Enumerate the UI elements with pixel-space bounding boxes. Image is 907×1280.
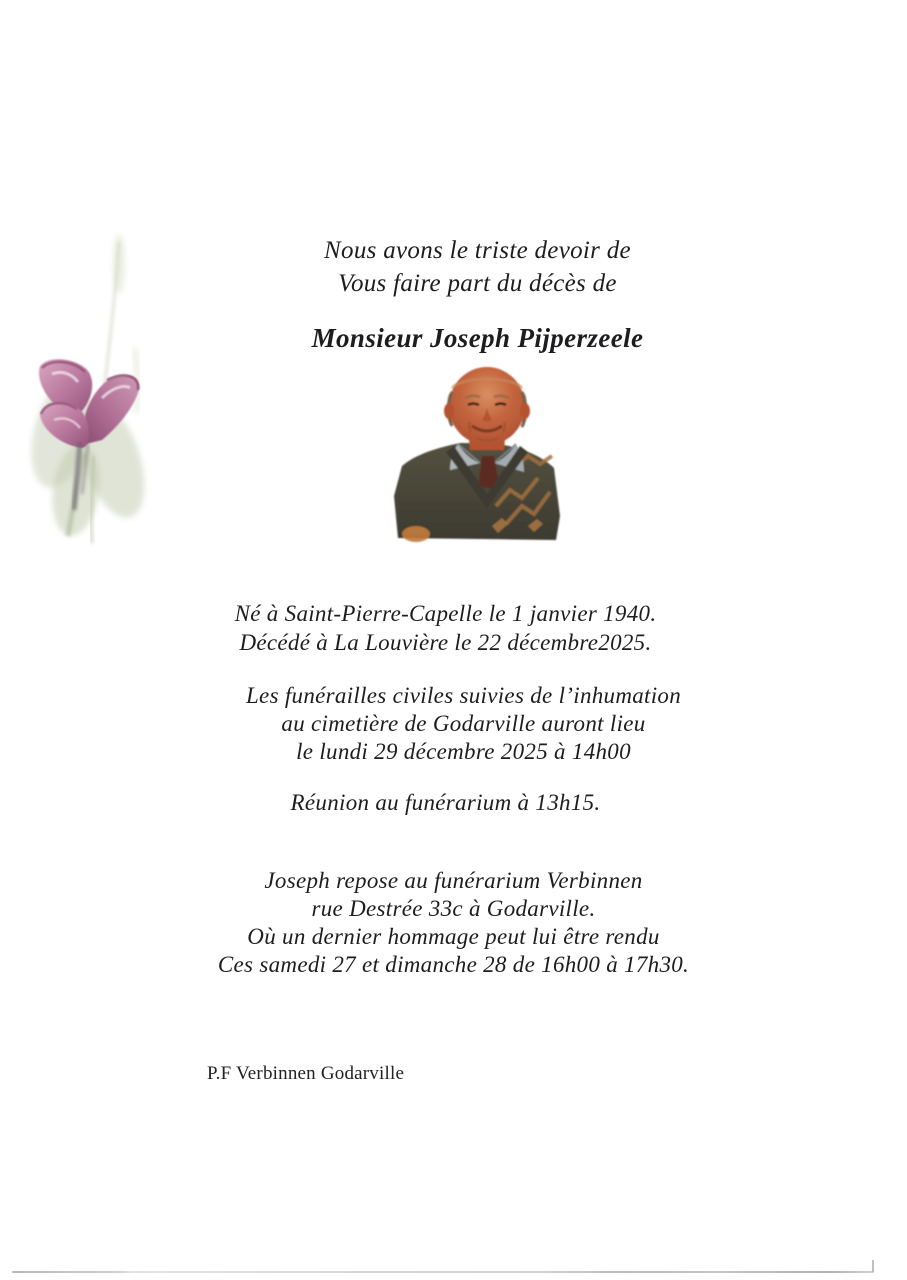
repose-line-2: rue Destrée 33c à Godarville. [311,896,596,921]
funeral-home-signature: P.F Verbinnen Godarville [207,1063,405,1084]
funeral-details-text [10,682,907,766]
scan-edge-tick [872,1260,874,1272]
intro-text [24,234,907,300]
repose-text [0,867,907,979]
funeral-line-1: Les funérailles civiles suivies de l’inhumation [245,683,682,708]
deceased-name: Monsieur Joseph Pijperzeele [311,323,644,353]
birth-death-text [0,599,899,657]
intro-line-2: Vous faire part du décès de [338,270,617,297]
funeral-line-3: le lundi 29 décembre 2025 à 14h00 [296,739,631,764]
funeral-line-2: au cimetière de Godarville auront lieu [281,711,646,736]
death-line: Décédé à La Louvière le 22 décembre2025. [239,630,652,655]
intro-line-1: Nous avons le triste devoir de [324,237,631,264]
portrait-photo-icon [388,366,566,548]
portrait-photo [388,366,566,548]
scan-edge-line [12,1271,874,1273]
birth-line: Né à Saint-Pierre-Capelle le 1 janvier 1940. [234,601,657,626]
repose-line-1: Joseph repose au funérarium Verbinnen [264,868,643,893]
repose-line-3: Où un dernier hommage peut lui être rendu [247,924,660,949]
repose-line-4: Ces samedi 27 et dimanche 28 de 16h00 à 17h30. [217,952,690,977]
meeting-text: Réunion au funérarium à 13h15. [290,790,601,815]
